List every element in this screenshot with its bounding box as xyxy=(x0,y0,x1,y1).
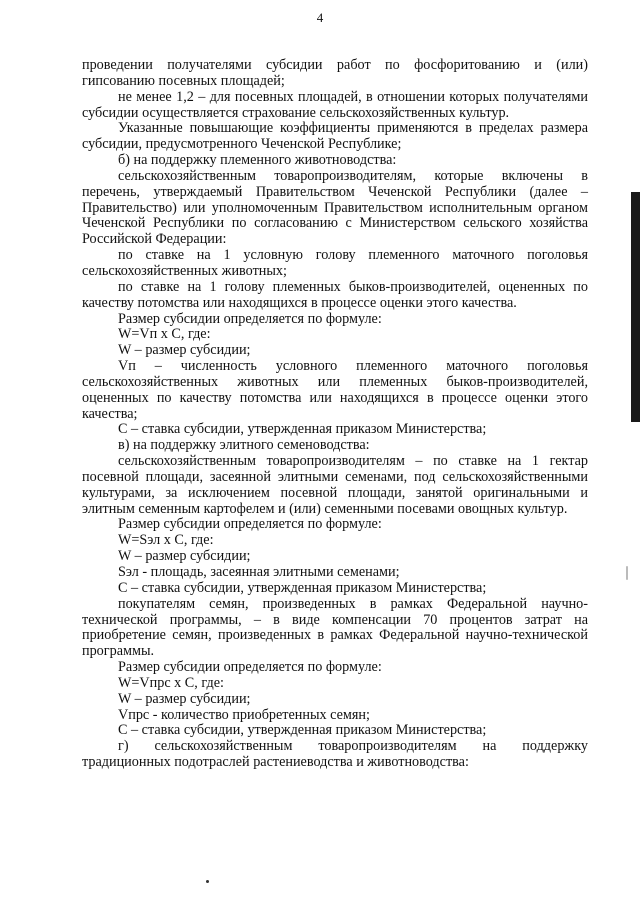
paragraph: Vпрс - количество приобретенных семян; xyxy=(118,706,370,723)
paragraph: Размер субсидии определяется по формуле: xyxy=(118,516,382,533)
paragraph: б) на поддержку племенного животноводства: xyxy=(118,152,397,169)
paragraph: С – ставка субсидии, утвержденная приказом Министерства; xyxy=(118,722,487,739)
paragraph: Sэл - площадь, засеянная элитными семенами; xyxy=(118,564,400,580)
paragraph: W – размер субсидии; xyxy=(118,548,251,565)
paragraph: Размер субсидии определяется по формуле: xyxy=(118,659,382,676)
paragraph: по ставке на 1 голову племенных быков-производителей, оцененных по качеству потомства или находящихся в процессе оценки этого качества. xyxy=(82,278,588,311)
paragraph: W=Sэл х С, где: xyxy=(118,532,214,549)
document-body xyxy=(82,58,588,771)
paragraph: по ставке на 1 условную голову племенного маточного поголовья сельскохозяйственных животных; xyxy=(82,247,588,279)
paragraph: Указанные повышающие коэффициенты применяются в пределах размера субсидии, предусмотренного Чеченской Республике; xyxy=(82,120,588,153)
paragraph: проведении получателями субсидии работ по фосфоритованию и (или) гипсованию посевных площадей; xyxy=(82,57,588,89)
scan-speck xyxy=(206,880,209,883)
paragraph: сельскохозяйственным товаропроизводителям – по ставке на 1 гектар посевной площади, засеянной элитными семенами, под сельскохозяйственными культурами, за исключением посевной площади, занятой оригинальными и элитным семенным картофелем и (или) семенными посевами овощных культур. xyxy=(82,453,588,517)
paragraph: не менее 1,2 – для посевных площадей, в отношении которых получателями субсидии осуществляется страхование сельскохозяйственных культур. xyxy=(82,88,588,121)
paragraph: W=Vпрс х С, где: xyxy=(118,674,224,691)
paragraph: С – ставка субсидии, утвержденная приказом Министерства; xyxy=(118,421,487,438)
paragraph: W=Vп х С, где: xyxy=(118,326,211,343)
paragraph: Размер субсидии определяется по формуле: xyxy=(118,310,382,327)
paragraph: г) сельскохозяйственным товаропроизводителям на поддержку традиционных подотраслей растениеводства и животноводства: xyxy=(82,738,588,771)
paragraph: в) на поддержку элитного семеноводства: xyxy=(118,437,370,454)
page-number: 4 xyxy=(316,10,324,25)
binder-strip xyxy=(631,192,640,422)
paragraph: покупателям семян, произведенных в рамках Федеральной научно-технической программы, – в виде компенсации 70 процентов затрат на приобретение семян, произведенных в рамках Федеральной научно-технической программы. xyxy=(82,595,588,660)
paragraph: С – ставка субсидии, утвержденная приказом Министерства; xyxy=(118,579,487,596)
paragraph: W – размер субсидии; xyxy=(118,342,251,359)
scan-speck xyxy=(626,566,628,580)
paragraph: Vп – численность условного племенного маточного поголовья сельскохозяйственных животных или племенных быков-производителей, оцененных по качеству потомства или находящихся в процессе оценки этого качества; xyxy=(82,358,588,422)
paragraph: W – размер субсидии; xyxy=(118,690,251,707)
paragraph: сельскохозяйственным товаропроизводителям, которые включены в перечень, утверждаемый Правительством Чеченской Республики (далее – Правительство) или уполномоченным Правительством исполнительным органом Чеченской Республики по согласованию с Министерством сельского хозяйства Российской Федерации: xyxy=(82,167,588,248)
